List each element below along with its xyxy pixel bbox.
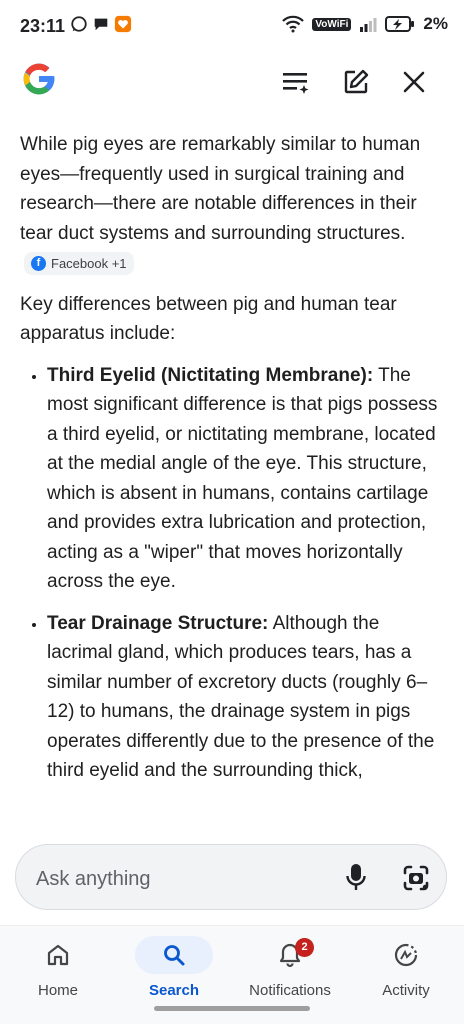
home-icon: [46, 943, 70, 967]
lens-button[interactable]: [400, 862, 432, 894]
nav-notifications-label: Notifications: [249, 982, 331, 999]
intro-text: While pig eyes are remarkably similar to human eyes—frequently used in surgical training and research—there are notable differences in their tear duct systems and surrounding structures.: [20, 134, 421, 244]
close-icon: [403, 71, 425, 93]
notifications-badge: 2: [295, 938, 314, 957]
wifi-icon: [282, 15, 304, 33]
ask-bar: [15, 844, 447, 910]
nav-notifications[interactable]: [232, 932, 348, 1010]
gesture-bar[interactable]: [154, 1006, 310, 1011]
list-item-text: Although the lacrimal gland, which produces tears, has a similar number of excretory ducts (roughly 6–12) to humans, the drainage system in pigs operates differently due to the presence of the third eyelid and the surrounding thick,: [47, 612, 435, 781]
vowifi-badge: VoWiFi: [312, 18, 351, 31]
nav-home-label: Home: [37, 982, 78, 999]
differences-list: [20, 361, 445, 786]
lens-camera-icon: [402, 864, 430, 892]
status-system-icons: [282, 14, 448, 34]
chat-bubble-icon: [92, 15, 110, 33]
list-item-text: The most significant difference is that pigs possess a third eyelid, or nictitating membrane, located at the medial angle of the eye. This structure, which is absent in humans, contains cartilage and provides extra lubrication and protection, acting as a "wiper" that moves horizontally across the eye.: [47, 364, 438, 592]
heart-app-icon: [114, 15, 132, 33]
google-g-icon: [20, 60, 58, 98]
tune-list-button[interactable]: [278, 64, 314, 100]
app-header: [0, 54, 464, 110]
list-item: [47, 609, 445, 786]
nav-activity-label: Activity: [382, 982, 430, 999]
key-differences-paragraph: Key differences between pig and human tear apparatus include:: [20, 293, 397, 344]
status-bar: [0, 0, 464, 54]
list-item-title: Tear Drainage Structure:: [47, 612, 269, 634]
voice-search-button[interactable]: [341, 862, 371, 892]
nav-search[interactable]: [116, 932, 232, 1010]
microphone-icon: [346, 863, 366, 891]
nav-activity[interactable]: [348, 932, 464, 1010]
status-notification-icons: [70, 15, 132, 33]
signal-icon: [359, 16, 377, 32]
battery-percent: 2%: [423, 14, 448, 33]
ask-input[interactable]: [34, 863, 308, 895]
nav-search-label: Search: [148, 982, 200, 999]
source-chip[interactable]: [24, 252, 134, 275]
nav-home[interactable]: [0, 932, 116, 1010]
source-chip-label: Facebook +1: [51, 256, 127, 271]
list-item: [47, 361, 445, 597]
whatsapp-icon: [70, 15, 88, 33]
status-time: 23:11: [20, 16, 66, 36]
edit-button[interactable]: [338, 64, 374, 100]
intro-paragraph: [20, 130, 445, 278]
close-button[interactable]: [396, 64, 432, 100]
edit-icon: [343, 69, 369, 95]
battery-charging-icon: [385, 15, 415, 33]
tune-list-icon: [282, 70, 310, 94]
facebook-icon: f: [31, 256, 46, 271]
search-icon: [162, 943, 186, 967]
activity-icon: [393, 942, 419, 968]
list-item-title: Third Eyelid (Nictitating Membrane):: [47, 364, 374, 386]
answer-content: [20, 130, 445, 830]
